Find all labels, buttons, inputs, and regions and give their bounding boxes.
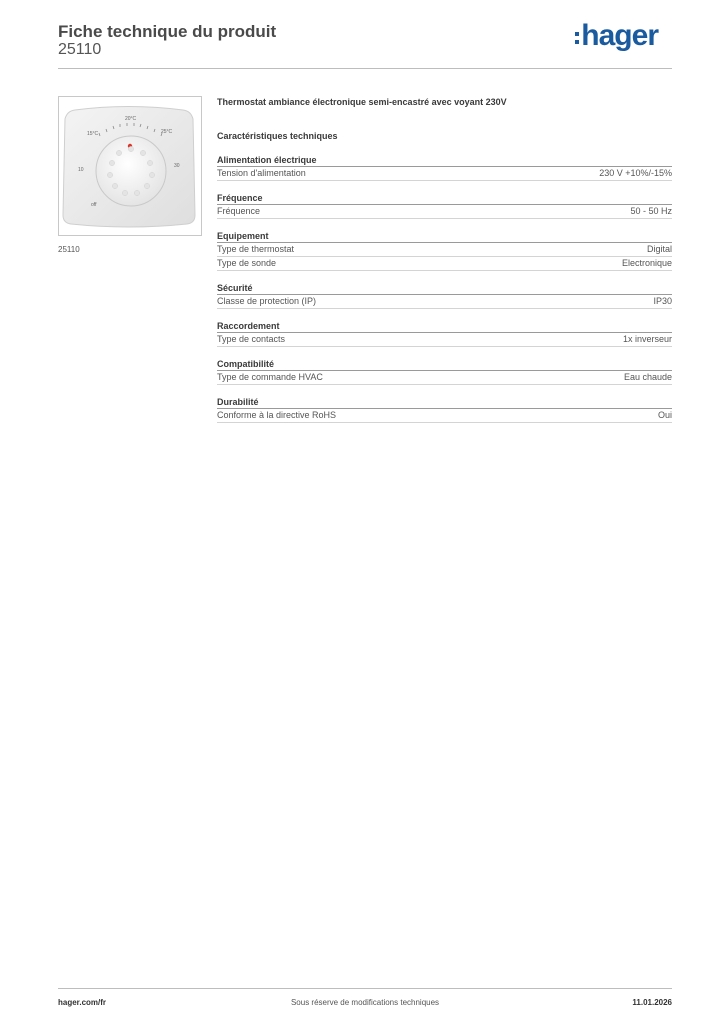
spec-row: [217, 167, 672, 181]
spec-group-title: Alimentation électrique: [217, 153, 672, 167]
dial-label-left: 15°C: [87, 131, 99, 137]
footer-divider: [58, 988, 672, 989]
page-footer: [58, 998, 672, 1010]
spec-value: IP30: [653, 296, 672, 306]
product-description: Thermostat ambiance électronique semi-encastré avec voyant 230V: [217, 97, 507, 107]
document-title: Fiche technique du produit: [58, 22, 277, 41]
spec-row: [217, 295, 672, 309]
header-divider: [58, 68, 672, 69]
spec-label: Type de contacts: [217, 334, 286, 344]
page-header: [58, 20, 672, 70]
spec-label: Type de sonde: [217, 258, 277, 268]
spec-group-title: Raccordement: [217, 319, 672, 333]
logo-wordmark: hager: [581, 19, 658, 52]
product-image: [58, 96, 202, 236]
dial-label-right: 25°C: [161, 129, 173, 135]
spec-label: Tension d'alimentation: [217, 168, 306, 178]
spec-group: [217, 191, 672, 219]
spec-row: [217, 409, 672, 423]
spec-value: 230 V +10%/-15%: [599, 168, 672, 178]
footer-date: 11.01.2026: [632, 998, 672, 1007]
thermostat-illustration: [59, 97, 201, 235]
spec-group-title: Compatibilité: [217, 357, 672, 371]
footer-disclaimer: Sous réserve de modifications techniques: [290, 998, 440, 1007]
spec-row: [217, 257, 672, 271]
spec-value: Digital: [646, 244, 672, 254]
dial-off-label: off: [91, 202, 97, 208]
spec-row: [217, 333, 672, 347]
specifications: [217, 95, 672, 423]
spec-label: Type de commande HVAC: [217, 372, 323, 382]
spec-group: [217, 281, 672, 309]
footer-website: hager.com/fr: [58, 998, 107, 1007]
spec-label: Fréquence: [217, 206, 261, 216]
dial-side-right: 30: [174, 163, 180, 169]
spec-value: Eau chaude: [623, 372, 672, 382]
spec-row: [217, 371, 672, 385]
spec-label: Classe de protection (IP): [217, 296, 317, 306]
spec-groups: [217, 153, 672, 423]
spec-group: [217, 319, 672, 347]
spec-group-title: Equipement: [217, 229, 672, 243]
spec-label: Type de thermostat: [217, 244, 295, 254]
spec-group: [217, 395, 672, 423]
spec-value: Oui: [657, 410, 672, 420]
spec-value: 50 - 50 Hz: [630, 206, 672, 216]
spec-group-title: Sécurité: [217, 281, 672, 295]
spec-value: 1x inverseur: [622, 334, 672, 344]
spec-row: [217, 205, 672, 219]
spec-group: [217, 153, 672, 181]
dial-label-top: 20°C: [125, 116, 137, 122]
spec-group: [217, 229, 672, 271]
product-reference: 25110: [58, 41, 102, 58]
spec-value: Electronique: [621, 258, 672, 268]
spec-group-title: Fréquence: [217, 191, 672, 205]
spec-group-title: Durabilité: [217, 395, 672, 409]
spec-group: [217, 357, 672, 385]
spec-row: [217, 243, 672, 257]
spec-label: Conforme à la directive RoHS: [217, 410, 337, 420]
section-title: Caractéristiques techniques: [217, 131, 338, 141]
image-caption: 25110: [58, 245, 80, 254]
logo-dots-icon: [575, 32, 579, 44]
dial-side-left: 10: [78, 167, 84, 173]
hager-logo: [575, 20, 658, 52]
